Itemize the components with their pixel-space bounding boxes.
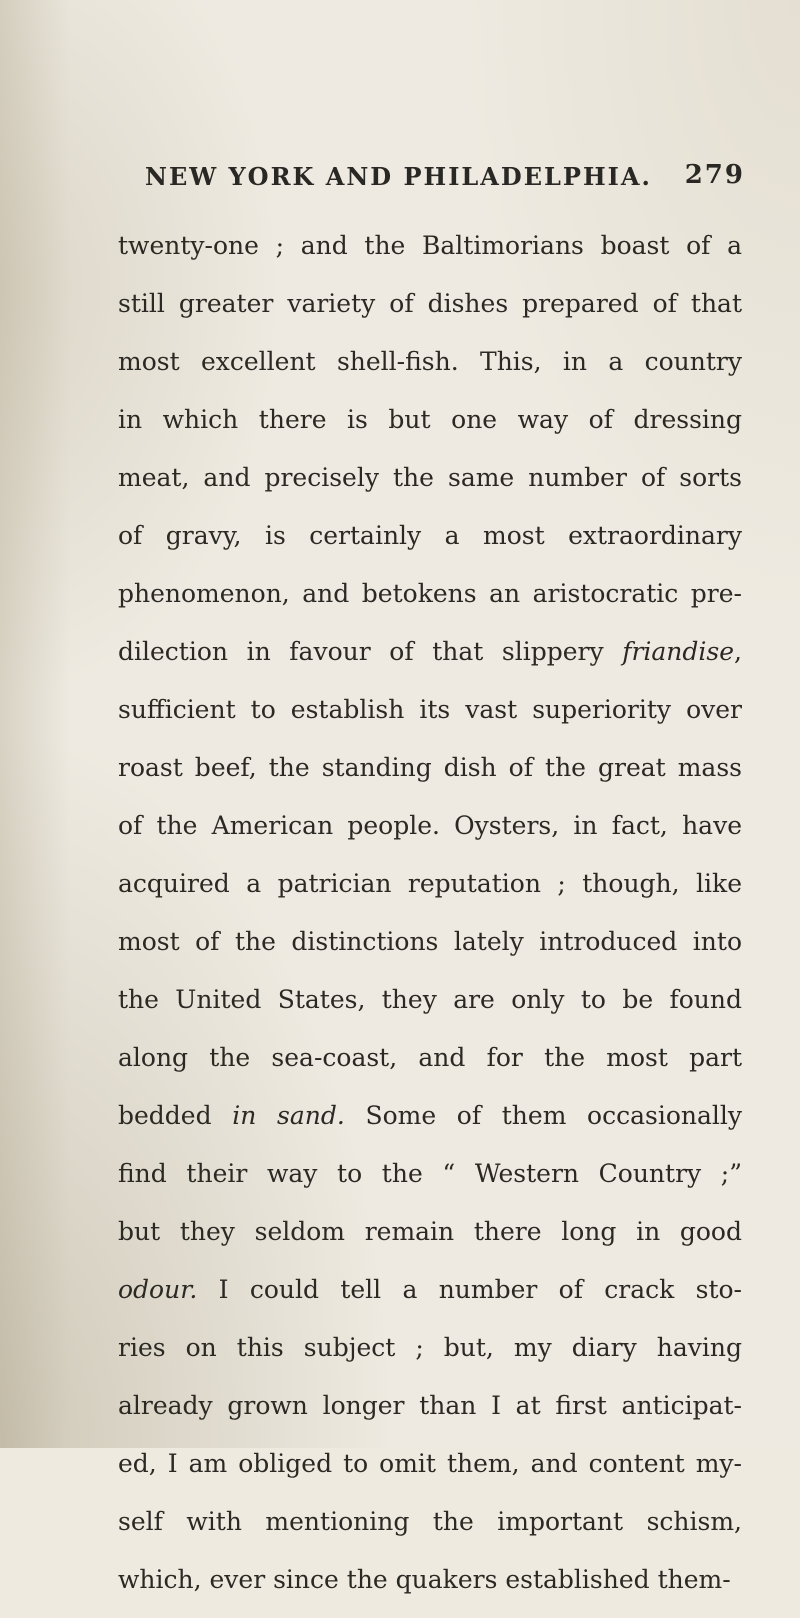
- body-text: [118, 226, 742, 1618]
- text-line: odour. I could tell a number of crack sto-: [118, 1275, 742, 1304]
- text-line: bedded in sand. Some of them occasionally: [118, 1101, 742, 1130]
- text-line: most excellent shell-fish. This, in a country: [118, 347, 742, 376]
- text-line: already grown longer than I at first anticipat-: [118, 1391, 742, 1420]
- text-line: phenomenon, and betokens an aristocratic pre-: [118, 579, 742, 608]
- running-head: NEW YORK AND PHILADELPHIA.: [145, 162, 652, 191]
- text-line: but they seldom remain there long in good: [118, 1217, 742, 1246]
- text-line: find their way to the “ Western Country ;”: [118, 1159, 742, 1188]
- text-line: ries on this subject ; but, my diary having: [118, 1333, 742, 1362]
- text-line: still greater variety of dishes prepared of that: [118, 289, 742, 318]
- text-line: along the sea-coast, and for the most part: [118, 1043, 742, 1072]
- text-line: twenty-one ; and the Baltimorians boast of a: [118, 231, 742, 260]
- text-line: dilection in favour of that slippery friandise,: [118, 637, 742, 666]
- text-line: sufficient to establish its vast superiority over: [118, 695, 742, 724]
- text-line: meat, and precisely the same number of sorts: [118, 463, 742, 492]
- page-number: 279: [684, 160, 745, 190]
- text-line: which, ever since the quakers established them-: [118, 1565, 731, 1594]
- page-header: [145, 162, 745, 202]
- text-line: in which there is but one way of dressing: [118, 405, 742, 434]
- text-line: ed, I am obliged to omit them, and content my-: [118, 1449, 742, 1478]
- text-line: of the American people. Oysters, in fact, have: [118, 811, 742, 840]
- text-line: self with mentioning the important schism,: [118, 1507, 742, 1536]
- text-line: roast beef, the standing dish of the great mass: [118, 753, 742, 782]
- text-line: acquired a patrician reputation ; though, like: [118, 869, 742, 898]
- text-line: of gravy, is certainly a most extraordinary: [118, 521, 742, 550]
- text-line: the United States, they are only to be found: [118, 985, 742, 1014]
- text-line: most of the distinctions lately introduced into: [118, 927, 742, 956]
